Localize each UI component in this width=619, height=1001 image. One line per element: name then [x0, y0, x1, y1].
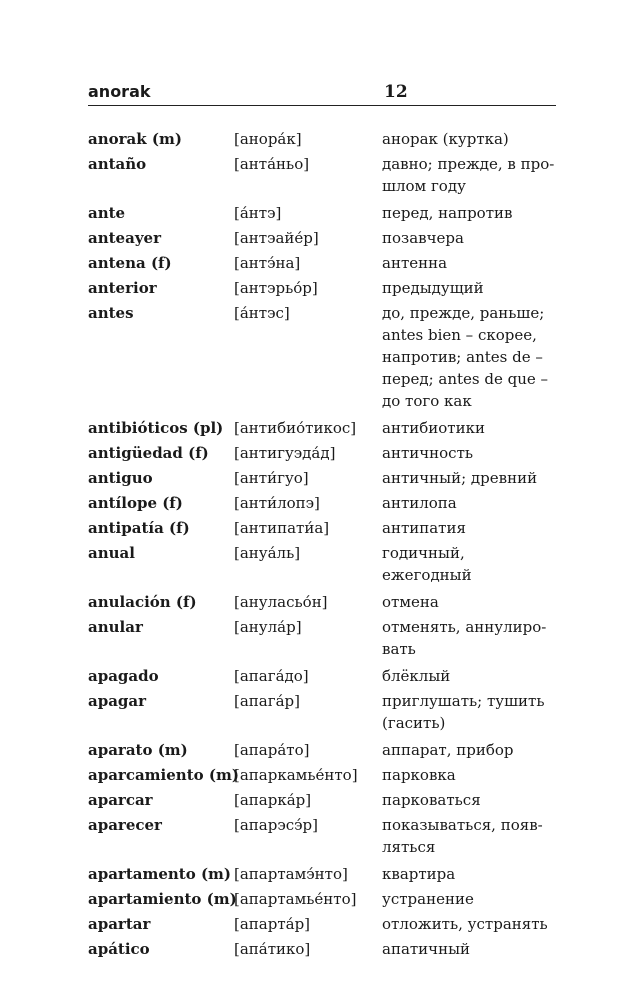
- entry-pronunciation: [апага́р]: [234, 692, 300, 710]
- dictionary-entry: [88, 302, 558, 412]
- entry-word: apartamento (m): [88, 865, 232, 883]
- entry-pronunciation: [антэ́на]: [234, 254, 301, 272]
- dictionary-entry: [88, 128, 558, 152]
- dictionary-entry: [88, 252, 558, 276]
- dictionary-entry: [88, 863, 558, 887]
- entry-word: apagar: [88, 692, 147, 710]
- entry-translation: античный; древний: [382, 469, 538, 487]
- entry-pronunciation: [апа́тико]: [234, 940, 311, 958]
- dictionary-entry: [88, 591, 558, 615]
- entry-translation: перед, напротив: [382, 204, 513, 222]
- entry-list: [88, 128, 558, 963]
- entry-pronunciation: [апара́то]: [234, 741, 310, 759]
- entry-word: anorak (m): [88, 130, 182, 148]
- dictionary-entry: [88, 690, 558, 734]
- entry-pronunciation: [ануласьо́н]: [234, 593, 328, 611]
- entry-word: antena (f): [88, 254, 172, 272]
- entry-pronunciation: [апага́до]: [234, 667, 309, 685]
- dictionary-entry: [88, 227, 558, 251]
- entry-translation: приглушать; тушить (гасить): [382, 692, 545, 732]
- entry-word: apagado: [88, 667, 159, 685]
- entry-translation: анорак (куртка): [382, 130, 509, 148]
- entry-pronunciation: [апаркамье́нто]: [234, 766, 358, 784]
- entry-word: anular: [88, 618, 143, 636]
- entry-pronunciation: [антигуэда́д]: [234, 444, 336, 462]
- dictionary-entry: [88, 888, 558, 912]
- entry-pronunciation: [анта́ньо]: [234, 155, 310, 173]
- entry-pronunciation: [анула́р]: [234, 618, 302, 636]
- header-word: anorak: [88, 82, 151, 101]
- entry-word: antigüedad (f): [88, 444, 209, 462]
- entry-word: antílope (f): [88, 494, 183, 512]
- dictionary-entry: [88, 789, 558, 813]
- entry-translation: парковка: [382, 766, 456, 784]
- page-number: 12: [384, 82, 408, 102]
- dictionary-entry: [88, 764, 558, 788]
- dictionary-entry: [88, 492, 558, 516]
- entry-translation: антибиотики: [382, 419, 485, 437]
- entry-word: apartar: [88, 915, 151, 933]
- entry-pronunciation: [апарэсэ́р]: [234, 816, 318, 834]
- entry-word: antaño: [88, 155, 147, 173]
- entry-pronunciation: [апартамэ́нто]: [234, 865, 348, 883]
- entry-pronunciation: [апарка́р]: [234, 791, 312, 809]
- entry-word: apartamiento (m): [88, 890, 237, 908]
- dictionary-entry: [88, 616, 558, 660]
- entry-translation: блёклый: [382, 667, 451, 685]
- entry-word: apático: [88, 940, 150, 958]
- entry-translation: показываться, появ-ляться: [382, 816, 543, 856]
- entry-word: aparato (m): [88, 741, 188, 759]
- entry-translation: антипатия: [382, 519, 466, 537]
- entry-translation: отложить, устранять: [382, 915, 548, 933]
- entry-translation: отмена: [382, 593, 439, 611]
- entry-word: antes: [88, 304, 134, 322]
- entry-word: aparcar: [88, 791, 153, 809]
- entry-translation: античность: [382, 444, 474, 462]
- entry-pronunciation: [антэрьо́р]: [234, 279, 318, 297]
- dictionary-entry: [88, 153, 558, 197]
- entry-word: antiguo: [88, 469, 153, 487]
- entry-pronunciation: [анти́гуо]: [234, 469, 309, 487]
- entry-translation: давно; прежде, в про-шлом году: [382, 155, 555, 195]
- entry-pronunciation: [а́нтэс]: [234, 304, 290, 322]
- entry-pronunciation: [апарта́р]: [234, 915, 311, 933]
- entry-translation: апатичный: [382, 940, 471, 958]
- entry-word: anual: [88, 544, 135, 562]
- entry-translation: антенна: [382, 254, 448, 272]
- entry-translation: годичный, ежегодный: [382, 544, 472, 584]
- dictionary-entry: [88, 517, 558, 541]
- entry-pronunciation: [антибио́тикос]: [234, 419, 357, 437]
- entry-word: antipatía (f): [88, 519, 190, 537]
- entry-pronunciation: [анти́лопэ]: [234, 494, 320, 512]
- entry-word: aparecer: [88, 816, 162, 834]
- entry-pronunciation: [а́нтэ]: [234, 204, 282, 222]
- header-rule: [88, 105, 556, 106]
- entry-translation: аппарат, прибор: [382, 741, 514, 759]
- entry-translation: до, прежде, раньше; antes bien – скорее, напротив; antes de – перед; antes de que – до того как: [382, 304, 549, 410]
- entry-pronunciation: [антипати́а]: [234, 519, 330, 537]
- dictionary-entry: [88, 542, 558, 586]
- entry-translation: устранение: [382, 890, 474, 908]
- dictionary-entry: [88, 467, 558, 491]
- dictionary-entry: [88, 417, 558, 441]
- entry-pronunciation: [ануа́ль]: [234, 544, 301, 562]
- entry-word: antibióticos (pl): [88, 419, 224, 437]
- dictionary-entry: [88, 665, 558, 689]
- entry-translation: отменять, аннулиро-вать: [382, 618, 547, 658]
- running-header: [88, 80, 556, 104]
- entry-pronunciation: [антэайе́р]: [234, 229, 319, 247]
- entry-word: ante: [88, 204, 126, 222]
- entry-word: aparcamiento (m): [88, 766, 239, 784]
- dictionary-entry: [88, 442, 558, 466]
- entry-translation: позавчера: [382, 229, 464, 247]
- entry-word: anulación (f): [88, 593, 197, 611]
- entry-pronunciation: [анора́к]: [234, 130, 302, 148]
- entry-translation: квартира: [382, 865, 456, 883]
- dictionary-entry: [88, 938, 558, 962]
- dictionary-entry: [88, 202, 558, 226]
- entry-translation: парковаться: [382, 791, 481, 809]
- entry-pronunciation: [апартамье́нто]: [234, 890, 357, 908]
- dictionary-entry: [88, 814, 558, 858]
- entry-translation: предыдущий: [382, 279, 484, 297]
- dictionary-entry: [88, 739, 558, 763]
- dictionary-entry: [88, 277, 558, 301]
- dictionary-entry: [88, 913, 558, 937]
- entry-translation: антилопа: [382, 494, 457, 512]
- entry-word: anteayer: [88, 229, 161, 247]
- entry-word: anterior: [88, 279, 157, 297]
